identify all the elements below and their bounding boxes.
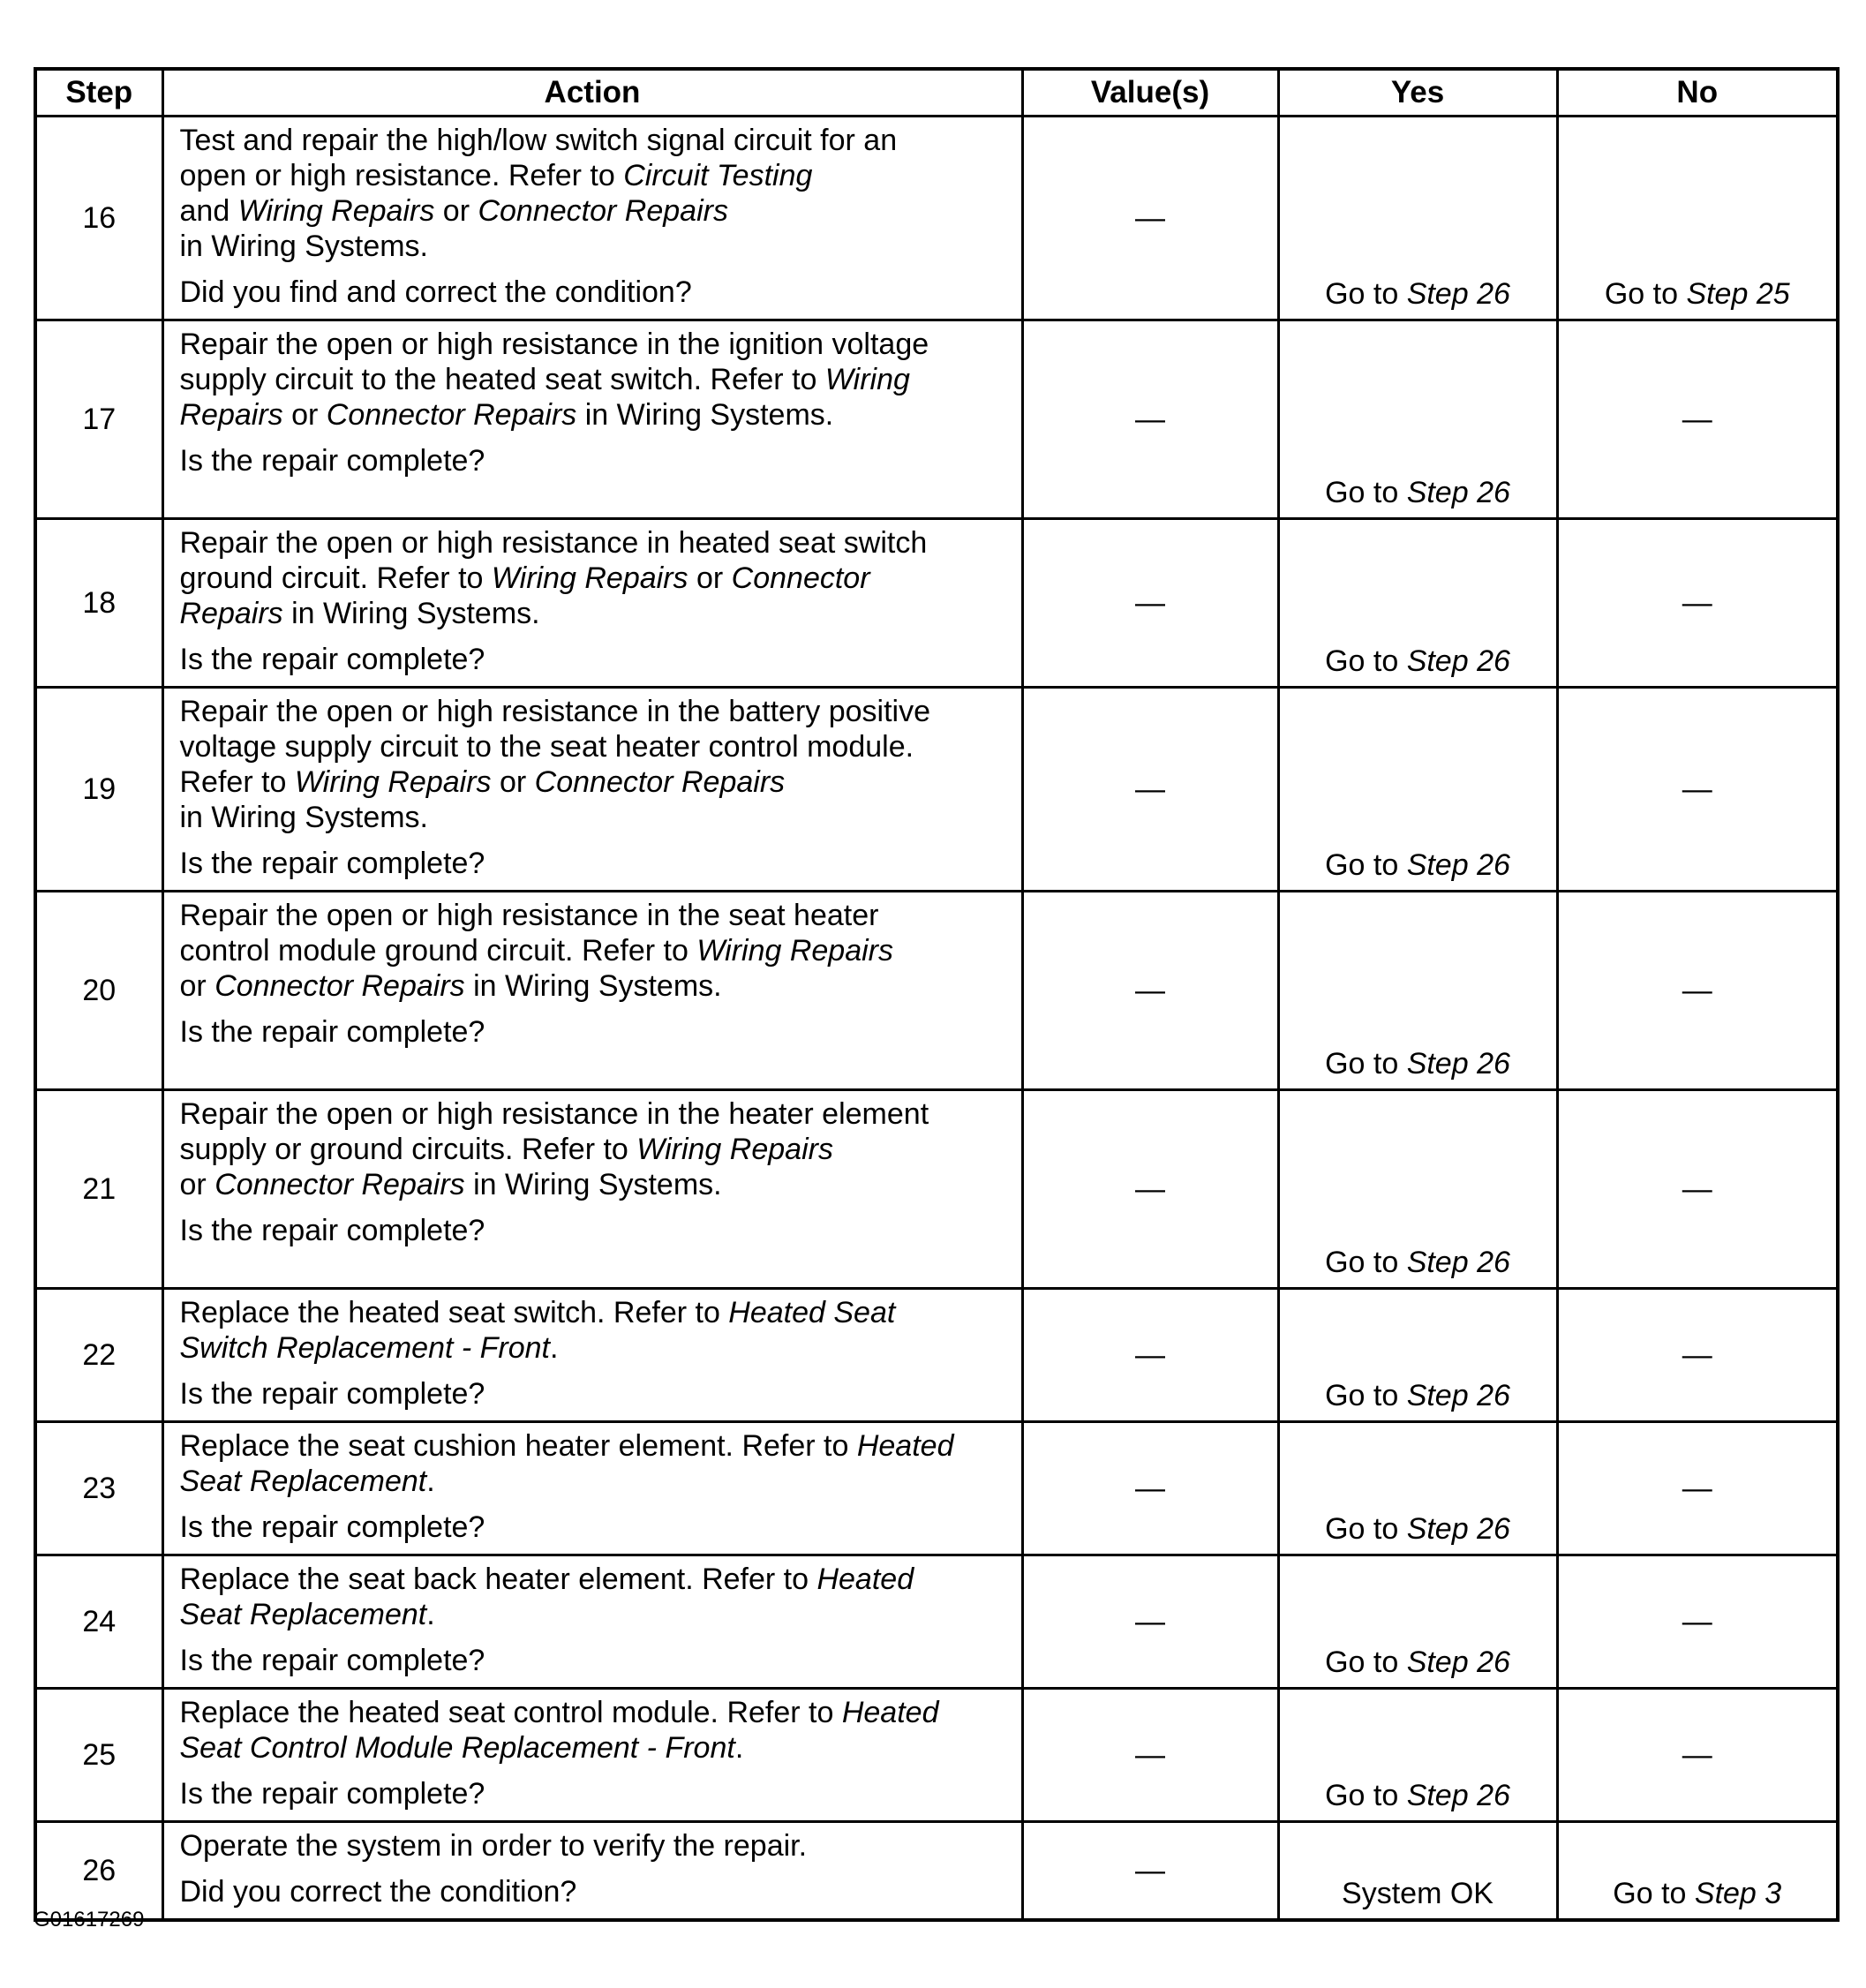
text-segment: Go to [1325, 1645, 1407, 1679]
text-segment: — [1682, 1472, 1712, 1505]
text-segment: — [1682, 403, 1712, 436]
no-cell [1557, 1555, 1838, 1689]
action-cell [162, 1555, 1022, 1689]
text-segment: Go to [1325, 1512, 1407, 1546]
text-segment: or [434, 194, 478, 228]
italic-reference: Step 26 [1406, 644, 1510, 678]
text-segment: Replace the seat back heater element. Refer to [179, 1563, 817, 1596]
text-segment: Repair the open or high resistance in the seat heater [179, 899, 879, 932]
yes-cell [1278, 688, 1557, 892]
no-cell [1557, 1289, 1838, 1422]
action-text [180, 525, 1011, 631]
value-cell: — [1022, 1289, 1278, 1422]
text-segment: Replace the heated seat control module. Refer to [179, 1696, 842, 1729]
step-number: 25 [35, 1689, 162, 1822]
text-segment: — [1682, 1605, 1712, 1638]
text-segment: supply circuit to the heated seat switch. Refer to [179, 363, 825, 396]
text-segment: System OK [1342, 1877, 1494, 1910]
step-number: 23 [35, 1422, 162, 1555]
italic-reference: Wiring Repairs [696, 934, 893, 968]
italic-reference: Circuit Testing [623, 159, 813, 192]
action-text [180, 1828, 1011, 1864]
action-text [180, 898, 1011, 1004]
table-row [35, 320, 1838, 519]
header-yes: Yes [1278, 69, 1557, 117]
text-segment: open or high resistance. Refer to [179, 159, 624, 192]
action-question: Did you find and correct the condition? [179, 275, 692, 309]
value-cell: — [1022, 1822, 1278, 1921]
italic-reference: Connector Repairs [478, 194, 728, 228]
step-number: 16 [35, 117, 162, 320]
text-segment: or [282, 398, 327, 432]
action-question: Is the repair complete? [179, 1644, 485, 1677]
text-segment: in Wiring Systems. [464, 969, 722, 1003]
yes-cell [1278, 320, 1557, 519]
text-segment: . [426, 1465, 435, 1498]
text-segment: Go to [1613, 1877, 1695, 1910]
header-row [35, 69, 1838, 117]
action-text [180, 327, 1011, 433]
text-segment: Replace the heated seat switch. Refer to [179, 1296, 729, 1329]
text-segment: Repair the open or high resistance in heated seat switch [179, 526, 928, 560]
text-segment: Refer to [179, 765, 295, 799]
yes-cell [1278, 1422, 1557, 1555]
text-segment: Go to [1325, 848, 1407, 882]
text-segment: Repair the open or high resistance in the ignition voltage [179, 328, 929, 361]
action-text [180, 1695, 1011, 1766]
italic-reference: Seat Replacement [179, 1465, 427, 1498]
no-cell [1557, 1689, 1838, 1822]
action-question: Is the repair complete? [179, 1777, 485, 1811]
table-row [35, 117, 1838, 320]
text-segment: — [1682, 586, 1712, 620]
diagnostic-table [34, 67, 1840, 1922]
text-segment: voltage supply circuit to the seat heater control module. [179, 730, 914, 764]
italic-reference: Step 26 [1406, 1645, 1510, 1679]
yes-cell [1278, 1555, 1557, 1689]
yes-cell [1278, 519, 1557, 688]
table-row [35, 1422, 1838, 1555]
text-segment: Go to [1325, 277, 1407, 311]
action-cell [162, 1090, 1022, 1289]
action-cell [162, 688, 1022, 892]
table-row [35, 1555, 1838, 1689]
table-row [35, 1289, 1838, 1422]
table-row [35, 1689, 1838, 1822]
text-segment: Go to [1325, 476, 1407, 509]
step-number: 18 [35, 519, 162, 688]
value-cell: — [1022, 892, 1278, 1090]
no-cell [1557, 320, 1838, 519]
no-cell [1557, 1822, 1838, 1921]
value-cell: — [1022, 320, 1278, 519]
table-row [35, 1822, 1838, 1921]
step-number: 26 [35, 1822, 162, 1921]
table-body [35, 117, 1838, 1921]
italic-reference: Repairs [179, 597, 283, 630]
italic-reference: Seat Control Module Replacement - Front [179, 1731, 735, 1765]
text-segment: in Wiring Systems. [179, 801, 428, 834]
no-cell [1557, 519, 1838, 688]
action-cell [162, 1689, 1022, 1822]
yes-cell [1278, 1689, 1557, 1822]
step-number: 17 [35, 320, 162, 519]
italic-reference: Wiring Repairs [636, 1133, 833, 1166]
text-segment: in Wiring Systems. [464, 1168, 722, 1201]
italic-reference: Wiring Repairs [294, 765, 492, 799]
text-segment: or [491, 765, 535, 799]
italic-reference: Repairs [179, 398, 283, 432]
italic-reference: Connector [731, 561, 870, 595]
action-cell [162, 519, 1022, 688]
no-cell [1557, 1090, 1838, 1289]
step-number: 24 [35, 1555, 162, 1689]
text-segment: Go to [1325, 1047, 1407, 1081]
action-text [180, 694, 1011, 835]
text-segment: Repair the open or high resistance in the heater element [179, 1097, 929, 1131]
text-segment: Go to [1325, 644, 1407, 678]
text-segment: Go to [1604, 277, 1687, 311]
text-segment: Go to [1325, 1246, 1407, 1279]
header-step: Step [35, 69, 162, 117]
italic-reference: Connector Repairs [214, 1168, 465, 1201]
action-question: Did you correct the condition? [179, 1875, 577, 1909]
action-question: Is the repair complete? [179, 1214, 485, 1247]
value-cell: — [1022, 519, 1278, 688]
text-segment: Test and repair the high/low switch signal circuit for an [179, 124, 898, 157]
text-segment: — [1682, 1738, 1712, 1772]
yes-cell [1278, 1822, 1557, 1921]
italic-reference: Heated [841, 1696, 939, 1729]
text-segment: — [1682, 1172, 1712, 1206]
figure-id: G01617269 [34, 1908, 145, 1932]
action-cell [162, 320, 1022, 519]
action-text [180, 1562, 1011, 1632]
italic-reference: Step 26 [1406, 1246, 1510, 1279]
italic-reference: Switch Replacement - Front [179, 1331, 550, 1365]
table-row [35, 519, 1838, 688]
italic-reference: Heated [816, 1563, 914, 1596]
text-segment: — [1682, 1338, 1712, 1372]
italic-reference: Connector Repairs [534, 765, 786, 799]
step-number: 20 [35, 892, 162, 1090]
italic-reference: Step 26 [1406, 1379, 1510, 1412]
text-segment: in Wiring Systems. [282, 597, 540, 630]
italic-reference: Step 26 [1406, 277, 1510, 311]
value-cell: — [1022, 1689, 1278, 1822]
value-cell: — [1022, 1422, 1278, 1555]
action-text [180, 1295, 1011, 1366]
italic-reference: Step 26 [1406, 848, 1510, 882]
italic-reference: Step 26 [1406, 1047, 1510, 1081]
no-cell [1557, 1422, 1838, 1555]
table-row [35, 688, 1838, 892]
header-no: No [1557, 69, 1838, 117]
no-cell [1557, 892, 1838, 1090]
text-segment: Replace the seat cushion heater element. Refer to [179, 1429, 857, 1463]
italic-reference: Step 26 [1406, 476, 1510, 509]
italic-reference: Wiring Repairs [491, 561, 688, 595]
step-number: 19 [35, 688, 162, 892]
no-cell [1557, 117, 1838, 320]
italic-reference: Step 3 [1694, 1877, 1782, 1910]
text-segment: or [179, 969, 215, 1003]
value-cell: — [1022, 688, 1278, 892]
italic-reference: Seat Replacement [179, 1598, 427, 1631]
value-cell: — [1022, 117, 1278, 320]
action-question: Is the repair complete? [179, 1015, 485, 1049]
no-cell [1557, 688, 1838, 892]
yes-cell [1278, 1090, 1557, 1289]
text-segment: . [734, 1731, 744, 1765]
step-number: 22 [35, 1289, 162, 1422]
text-segment: . [426, 1598, 435, 1631]
text-segment: in Wiring Systems. [179, 230, 428, 263]
yes-cell [1278, 892, 1557, 1090]
header-action: Action [162, 69, 1022, 117]
action-cell [162, 892, 1022, 1090]
action-text [180, 1096, 1011, 1202]
action-question: Is the repair complete? [179, 643, 485, 676]
step-number: 21 [35, 1090, 162, 1289]
text-segment: and [179, 194, 238, 228]
text-segment: or [688, 561, 732, 595]
action-question: Is the repair complete? [179, 847, 485, 880]
text-segment: control module ground circuit. Refer to [179, 934, 697, 968]
action-text [180, 123, 1011, 264]
header-values: Value(s) [1022, 69, 1278, 117]
action-cell [162, 1822, 1022, 1921]
text-segment: ground circuit. Refer to [179, 561, 492, 595]
italic-reference: Heated Seat [728, 1296, 896, 1329]
italic-reference: Step 25 [1686, 277, 1790, 311]
text-segment: . [550, 1331, 559, 1365]
italic-reference: Connector Repairs [326, 398, 577, 432]
italic-reference: Step 26 [1406, 1779, 1510, 1812]
action-question: Is the repair complete? [179, 444, 485, 478]
italic-reference: Step 26 [1406, 1512, 1510, 1546]
action-text [180, 1428, 1011, 1499]
text-segment: Repair the open or high resistance in the battery positive [179, 695, 930, 728]
italic-reference: Wiring [824, 363, 910, 396]
action-cell [162, 1422, 1022, 1555]
table-row [35, 1090, 1838, 1289]
value-cell: — [1022, 1555, 1278, 1689]
italic-reference: Wiring Repairs [237, 194, 435, 228]
action-question: Is the repair complete? [179, 1510, 485, 1544]
text-segment: — [1682, 974, 1712, 1007]
action-cell [162, 117, 1022, 320]
value-cell: — [1022, 1090, 1278, 1289]
text-segment: — [1682, 772, 1712, 806]
table-row [35, 892, 1838, 1090]
action-cell [162, 1289, 1022, 1422]
text-segment: or [179, 1168, 215, 1201]
italic-reference: Connector Repairs [214, 969, 465, 1003]
text-segment: supply or ground circuits. Refer to [179, 1133, 637, 1166]
italic-reference: Heated [856, 1429, 954, 1463]
action-question: Is the repair complete? [179, 1377, 485, 1411]
text-segment: in Wiring Systems. [576, 398, 834, 432]
text-segment: Go to [1325, 1779, 1407, 1812]
text-segment: Operate the system in order to verify the repair. [179, 1829, 808, 1863]
yes-cell [1278, 117, 1557, 320]
yes-cell [1278, 1289, 1557, 1422]
text-segment: Go to [1325, 1379, 1407, 1412]
